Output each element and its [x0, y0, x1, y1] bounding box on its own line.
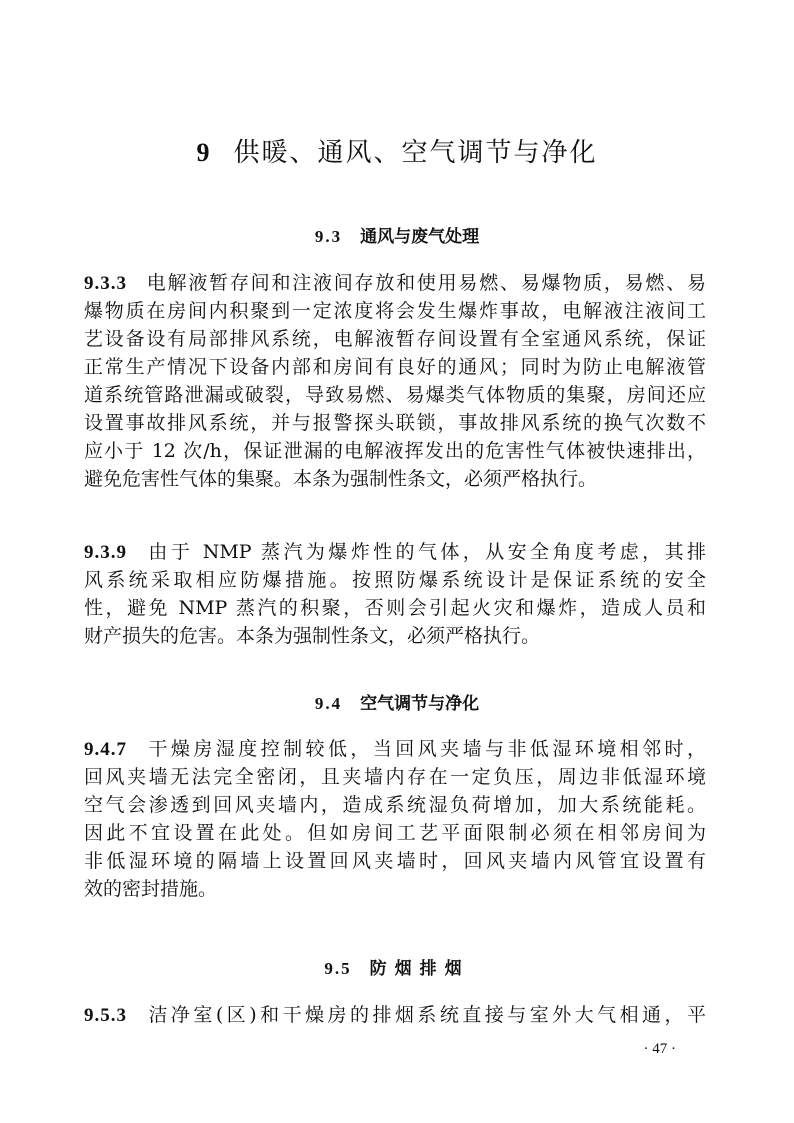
clause-text-line: 因此不宜设置在此处。但如房间工艺平面限制必须在相邻房间为: [84, 822, 706, 844]
clause-paragraph: [84, 1001, 706, 1029]
clause-text-line: 回风夹墙无法完全密闭，且夹墙内存在一定负压，周边非低湿环境: [84, 766, 706, 788]
clause-text-line: 非低湿环境的隔墙上设置回风夹墙时，回风夹墙内风管宜设置有: [84, 850, 706, 872]
section-number: 9.4: [314, 694, 343, 713]
clause-text-line: 艺设备设有局部排风系统，电解液暂存间设置有全室通风系统，保证: [84, 328, 706, 350]
clause-number: 9.4.7: [84, 739, 127, 760]
clause-text-line: 效的密封措施。: [84, 878, 218, 900]
section-heading: [0, 689, 794, 714]
section-title-text: 防烟排烟: [369, 959, 470, 979]
chapter-number: 9: [196, 138, 212, 167]
clause-number: 9.3.9: [84, 542, 127, 563]
clause-text-line: 性，避免 NMP 蒸汽的积聚，否则会引起火灾和爆炸，造成人员和: [84, 597, 706, 619]
clause-paragraph: [84, 269, 706, 493]
section-heading: [0, 222, 794, 247]
clause-number: 9.3.3: [84, 273, 127, 294]
chapter-title: [0, 132, 794, 169]
section-heading: [0, 954, 794, 979]
clause-text-line: 爆物质在房间内积聚到一定浓度将会发生爆炸事故，电解液注液间工: [84, 300, 706, 322]
clause-text-line: 风系统采取相应防爆措施。按照防爆系统设计是保证系统的安全: [84, 569, 706, 591]
page-number: · 47 ·: [643, 1041, 676, 1057]
section-title-text: 通风与废气处理: [360, 227, 480, 247]
clause-text-line: 电解液暂存间和注液间存放和使用易燃、易爆物质，易燃、易: [145, 272, 706, 294]
section-number: 9.3: [314, 227, 343, 246]
clause-text-line: 正常生产情况下设备内部和房间有良好的通风；同时为防止电解液管: [84, 356, 706, 378]
clause-text-line: 干燥房湿度控制较低，当回风夹墙与非低湿环境相邻时，: [145, 738, 706, 760]
chapter-title-text: 供暖、通风、空气调节与净化: [233, 138, 598, 168]
clause-text-line: 应小于 12 次/h，保证泄漏的电解液挥发出的危害性气体被快速排出，: [84, 440, 706, 462]
clause-paragraph: [84, 735, 706, 903]
clause-text-line: 道系统管路泄漏或破裂，导致易燃、易爆类气体物质的集聚，房间还应: [84, 384, 706, 406]
section-number: 9.5: [324, 959, 352, 978]
clause-text-line: 空气会渗透到回风夹墙内，造成系统湿负荷增加，加大系统能耗。: [84, 794, 706, 816]
clause-text-line: 财产损失的危害。本条为强制性条文，必须严格执行。: [84, 625, 541, 647]
clause-text-line: 洁净室(区)和干燥房的排烟系统直接与室外大气相通，平: [145, 1004, 706, 1026]
clause-text-line: 由于 NMP 蒸汽为爆炸性的气体，从安全角度考虑，其排: [145, 541, 706, 563]
section-title-text: 空气调节与净化: [360, 694, 480, 714]
clause-text-line: 避免危害性气体的集聚。本条为强制性条文，必须严格执行。: [84, 468, 598, 490]
clause-text-line: 设置事故排风系统，并与报警探头联锁，事故排风系统的换气次数不: [84, 412, 706, 434]
clause-number: 9.5.3: [84, 1005, 127, 1026]
clause-paragraph: [84, 538, 706, 650]
